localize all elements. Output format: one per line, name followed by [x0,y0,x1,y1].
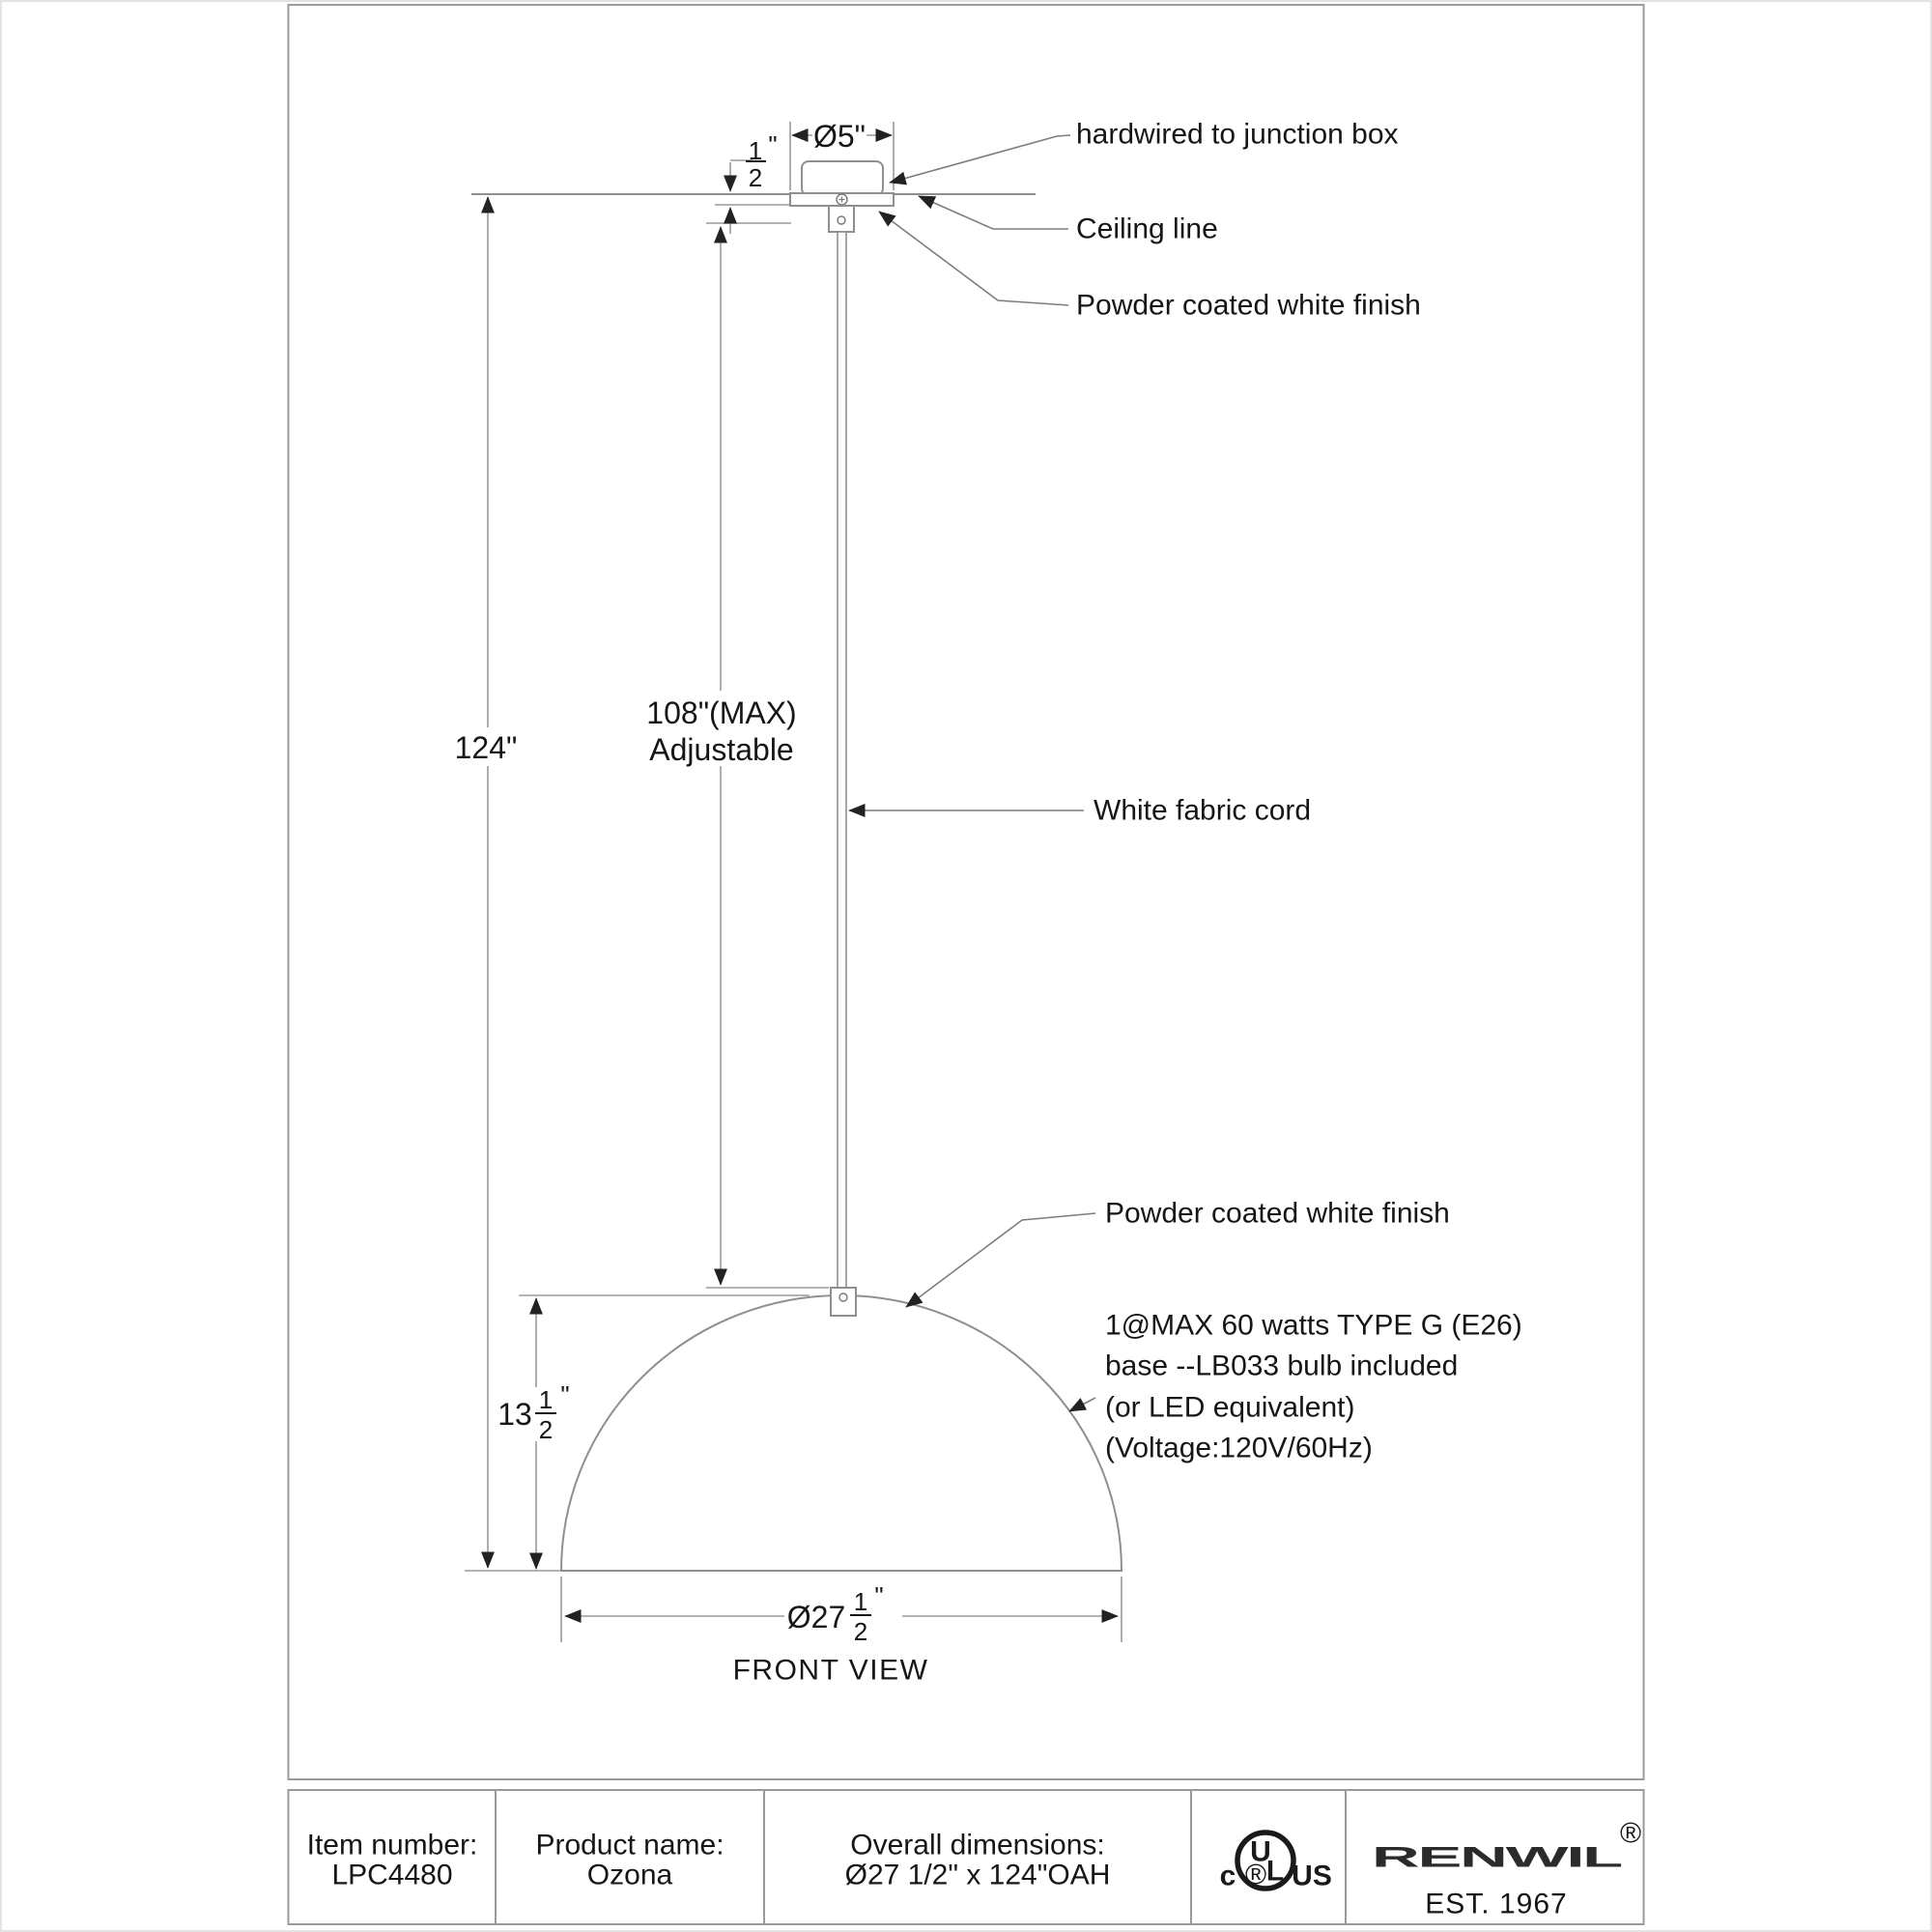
svg-text:U: U [1250,1835,1271,1868]
dim-cord-length [643,227,800,1285]
svg-text:(or LED equivalent): (or LED equivalent) [1105,1391,1355,1424]
grip-hole [839,1293,847,1301]
svg-text:13: 13 [497,1397,532,1432]
svg-text:": " [874,1581,884,1610]
svg-text:L: L [1265,1855,1285,1888]
dim-canopy-half-inch [730,130,778,234]
canopy-screw [837,194,847,205]
svg-text:base --LB033 bulb included: base --LB033 bulb included [1105,1350,1459,1382]
dim-canopy-diameter-label: Ø5" [812,119,867,154]
svg-text:1: 1 [748,136,763,165]
svg-text:": " [560,1380,570,1409]
brand-reg-mark: ® [1619,1817,1642,1850]
dim-overall-height-label: 124" [454,730,518,765]
product-name-label: Product name: [535,1829,724,1861]
label-cord: White fabric cord [1094,794,1312,827]
footer-cell-product [535,1830,724,1891]
brand-est: EST. 1967 [1425,1888,1568,1920]
label-powder-bottom: Powder coated white finish [1105,1197,1450,1230]
svg-text:US: US [1292,1860,1332,1892]
leader-hardwired [890,135,1070,183]
svg-text:": " [768,130,778,159]
svg-text:2: 2 [748,163,763,192]
stem-hole [838,216,845,224]
brand-name: RENWIL [1372,1841,1623,1874]
leader-powder-bottom [906,1213,1095,1307]
dim-canopy-diameter [792,119,892,154]
leader-bulb [1069,1398,1095,1411]
renwil-logo [1372,1818,1641,1920]
item-number-label: Item number: [306,1829,478,1861]
junction-box [802,161,883,195]
dome-shade [561,1295,1122,1571]
dim-cord-length-line1: 108"(MAX) [646,696,797,730]
overall-dimensions-value: Ø27 1/2" x 124"OAH [844,1859,1111,1891]
svg-text:®: ® [1244,1859,1267,1891]
footer-cell-item [307,1830,478,1891]
svg-text:2: 2 [853,1617,868,1646]
svg-text:1: 1 [538,1385,554,1414]
label-hardwired: hardwired to junction box [1076,118,1399,151]
product-name-value: Ozona [586,1859,673,1891]
leader-ceiling-line [919,196,1068,229]
view-label: FRONT VIEW [732,1654,929,1687]
svg-text:1: 1 [853,1587,868,1616]
footer-table [289,1790,1644,1924]
footer-cell-dimensions [845,1830,1111,1891]
image-border [1,1,1931,1931]
label-powder-top: Powder coated white finish [1076,289,1421,322]
fabric-cord [838,232,846,1288]
svg-text:Ø27: Ø27 [786,1600,846,1634]
overall-dimensions-label: Overall dimensions: [850,1829,1105,1861]
dim-cord-length-line2: Adjustable [649,732,794,767]
leader-lines [849,135,1095,1411]
dim-overall-height [448,197,524,1568]
item-number-value: LPC4480 [331,1859,453,1891]
dim-shade-diameter [565,1581,1118,1646]
label-bulb-spec [1105,1310,1522,1464]
svg-text:1@MAX 60 watts TYPE G (E26): 1@MAX 60 watts TYPE G (E26) [1105,1309,1522,1342]
label-ceiling-line: Ceiling line [1076,213,1218,245]
svg-text:(Voltage:120V/60Hz): (Voltage:120V/60Hz) [1105,1432,1373,1464]
leader-powder-top [879,212,1068,305]
cul-certification-icon [1220,1833,1332,1892]
svg-text:2: 2 [538,1415,554,1444]
svg-text:c: c [1219,1860,1236,1892]
